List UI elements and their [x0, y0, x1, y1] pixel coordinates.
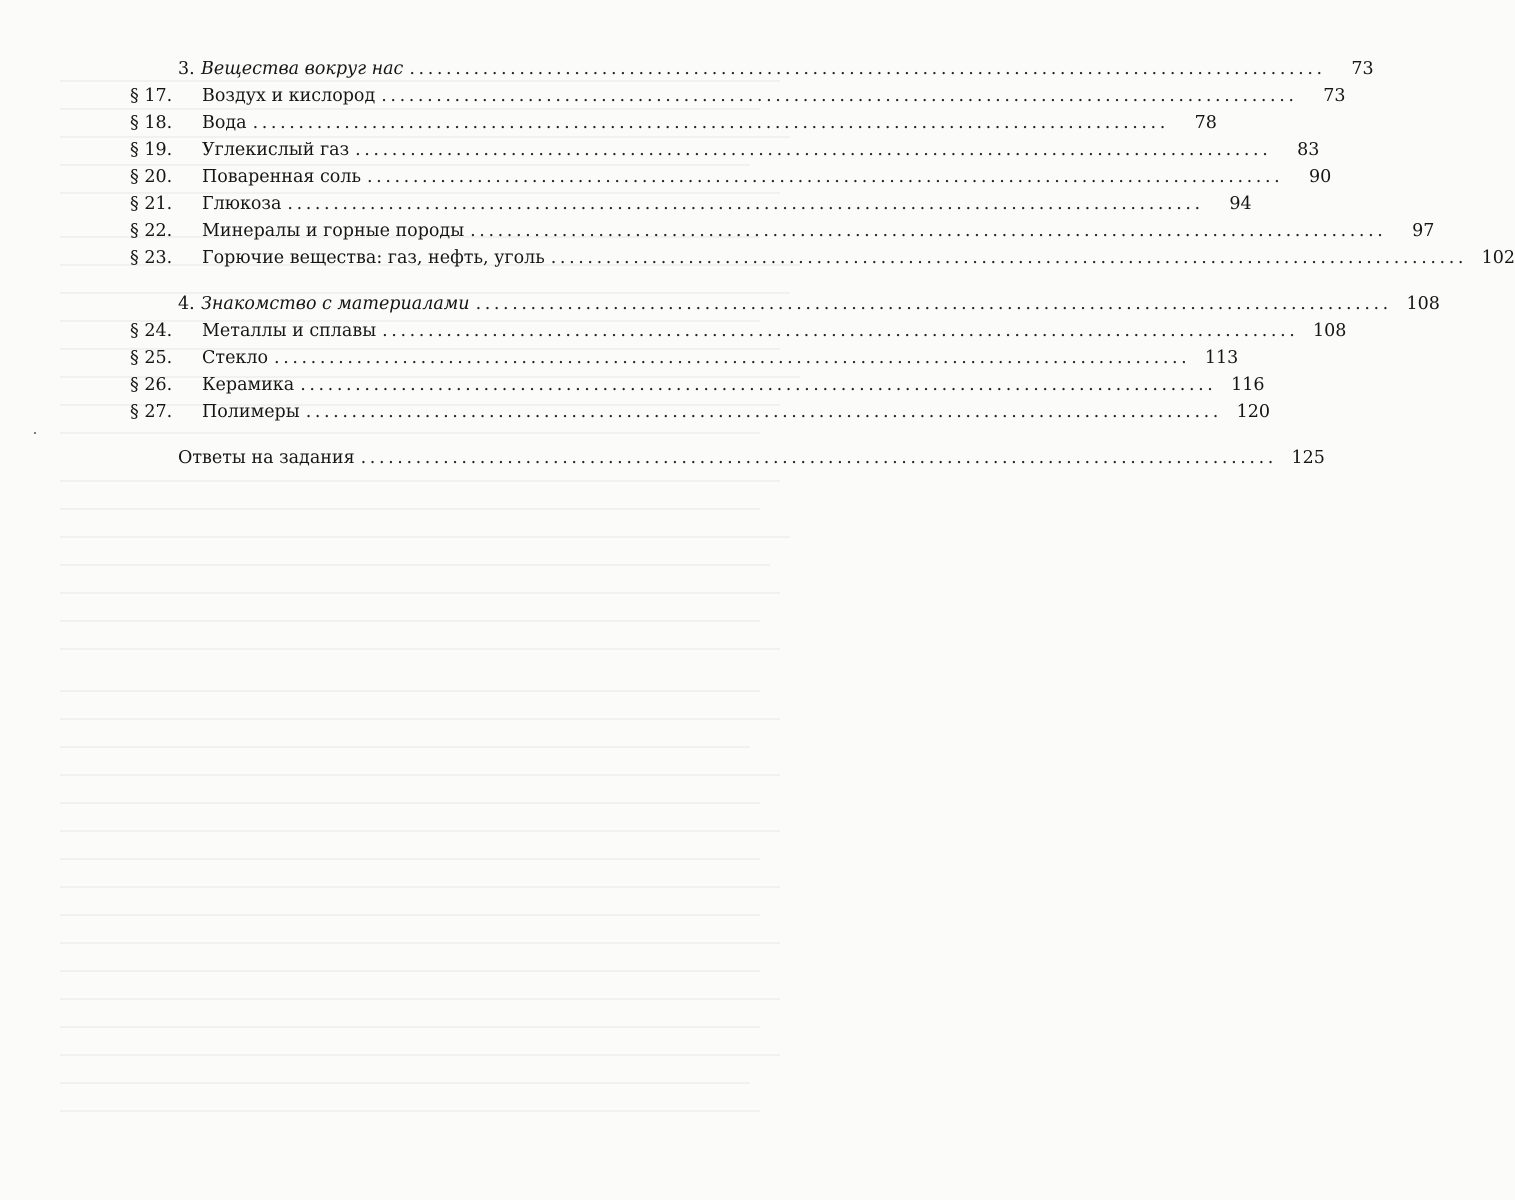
speck: [34, 432, 36, 434]
toc-chapter[interactable]: [130, 291, 1440, 318]
toc-chapter[interactable]: [130, 56, 1374, 83]
section-title: Глюкоза: [202, 194, 282, 214]
page-number: 83: [1297, 140, 1320, 160]
toc-section[interactable]: [130, 191, 1252, 218]
chapter-number: 4.: [178, 294, 195, 314]
dot-leader: ....................................................................................................: [360, 448, 1277, 468]
toc-section[interactable]: [130, 83, 1346, 110]
page-number: 90: [1309, 167, 1332, 187]
page-number: 102: [1481, 248, 1515, 268]
section-title: Вода: [202, 113, 247, 133]
section-title: Стекло: [202, 348, 269, 368]
page-number: 113: [1204, 348, 1239, 368]
section-number: § 20.: [130, 167, 173, 187]
dot-leader: ....................................................................................................: [355, 140, 1272, 160]
toc-section[interactable]: [130, 372, 1265, 399]
table-of-contents: [130, 56, 1515, 472]
section-number: § 22.: [130, 221, 173, 241]
dot-leader: ....................................................................................................: [382, 321, 1299, 341]
section-number: § 21.: [130, 194, 173, 214]
section-number: § 24.: [130, 321, 173, 341]
section-title: Углекислый газ: [202, 140, 350, 160]
section-title: Горючие вещества: газ, нефть, уголь: [202, 248, 545, 268]
toc-section[interactable]: [130, 318, 1347, 345]
section-number: § 23.: [130, 248, 173, 268]
page-number: 97: [1412, 221, 1435, 241]
section-title: Керамика: [202, 375, 295, 395]
dot-leader: ....................................................................................................: [550, 248, 1468, 268]
toc-section[interactable]: [130, 164, 1332, 191]
toc-section[interactable]: [130, 110, 1217, 137]
chapter-title: Вещества вокруг нас: [201, 59, 404, 79]
section-number: § 19.: [130, 140, 173, 160]
dot-leader: ....................................................................................................: [409, 59, 1326, 79]
toc-section[interactable]: [130, 245, 1515, 272]
page-number: 94: [1229, 194, 1252, 214]
dot-leader: ....................................................................................................: [381, 86, 1298, 106]
dot-leader: ....................................................................................................: [367, 167, 1284, 187]
section-title: Минералы и горные породы: [202, 221, 465, 241]
section-title: Металлы и сплавы: [202, 321, 377, 341]
toc-section[interactable]: [130, 137, 1320, 164]
page-number: 73: [1323, 86, 1346, 106]
dot-leader: ....................................................................................................: [300, 375, 1217, 395]
section-title: Поваренная соль: [202, 167, 361, 187]
answers-title: Ответы на задания: [178, 448, 355, 468]
page-number: 108: [1313, 321, 1347, 341]
page-number: 78: [1194, 113, 1217, 133]
section-number: § 26.: [130, 375, 173, 395]
dot-leader: ....................................................................................................: [252, 113, 1169, 133]
chapter-number: 3.: [178, 59, 195, 79]
dot-leader: ....................................................................................................: [274, 348, 1191, 368]
page-number: 116: [1231, 375, 1265, 395]
toc-answers[interactable]: [130, 445, 1325, 472]
page-number: 73: [1351, 59, 1374, 79]
dot-leader: ....................................................................................................: [470, 221, 1387, 241]
dot-leader: ....................................................................................................: [305, 402, 1222, 422]
chapter-title: Знакомство с материалами: [201, 294, 470, 314]
toc-section[interactable]: [130, 345, 1239, 372]
section-number: § 17.: [130, 86, 173, 106]
toc-section[interactable]: [130, 218, 1435, 245]
section-number: § 27.: [130, 402, 173, 422]
toc-section[interactable]: [130, 399, 1270, 426]
section-number: § 18.: [130, 113, 173, 133]
section-title: Полимеры: [202, 402, 300, 422]
section-title: Воздух и кислород: [202, 86, 376, 106]
dot-leader: ....................................................................................................: [475, 294, 1392, 314]
section-number: § 25.: [130, 348, 173, 368]
page-number: 108: [1406, 294, 1440, 314]
page-number: 125: [1291, 448, 1325, 468]
dot-leader: ....................................................................................................: [287, 194, 1204, 214]
page-number: 120: [1236, 402, 1270, 422]
